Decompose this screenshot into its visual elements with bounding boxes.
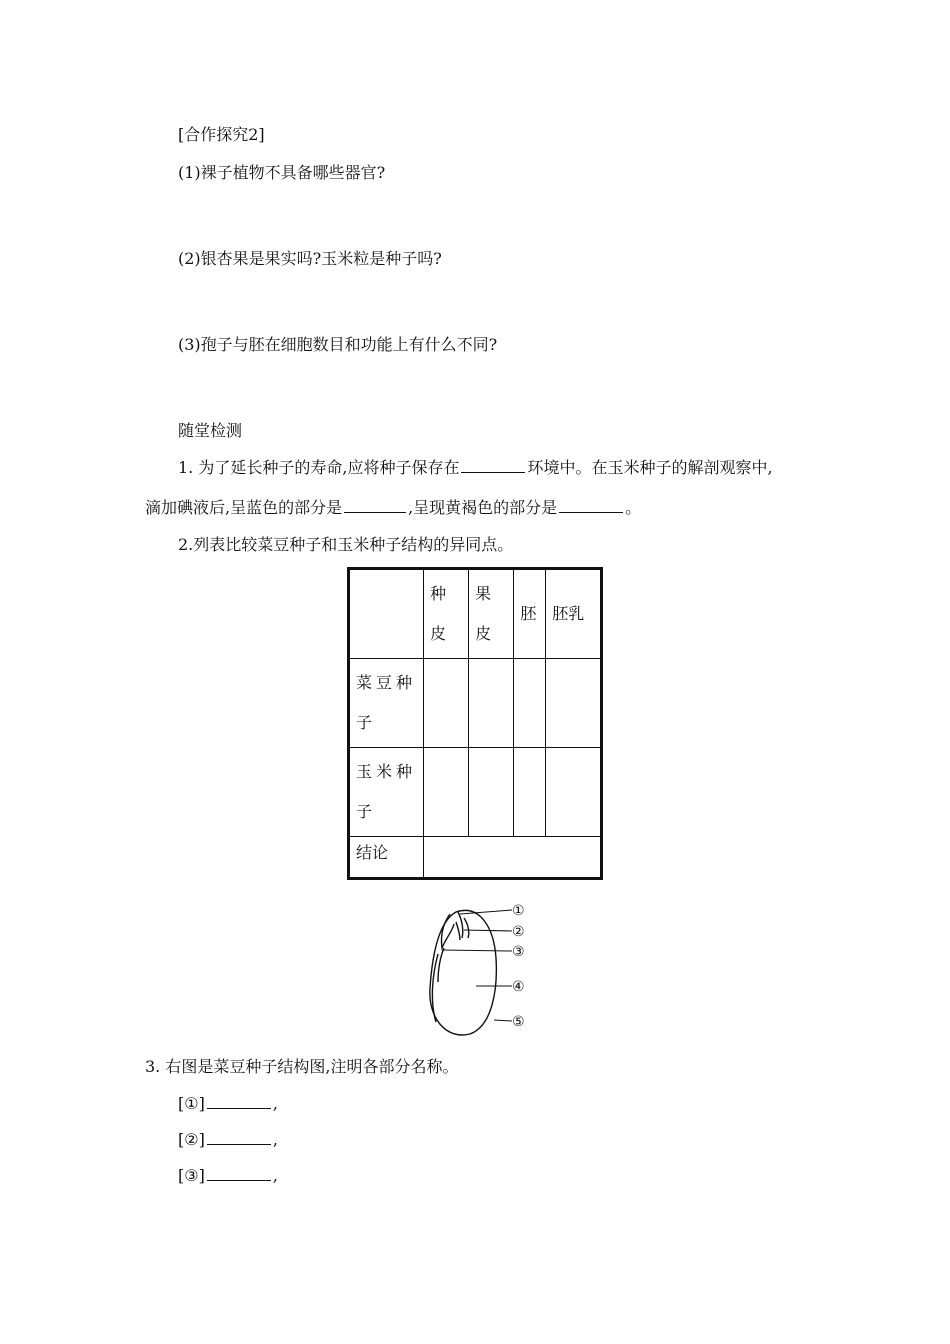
diagram-label-1: ① bbox=[512, 903, 525, 919]
table-cell[interactable] bbox=[546, 659, 602, 748]
table-row bbox=[349, 748, 602, 837]
conclusion-cell[interactable] bbox=[423, 837, 601, 879]
table-header-row bbox=[349, 569, 602, 659]
row-corn-seed: 玉米种 子 bbox=[349, 748, 424, 837]
table-corner-cell bbox=[349, 569, 424, 659]
table-row bbox=[349, 659, 602, 748]
table-cell[interactable] bbox=[546, 748, 602, 837]
question-2: (2)银杏果是果实吗?玉米粒是种子吗? bbox=[178, 249, 442, 268]
blank-blue-part[interactable] bbox=[344, 496, 406, 513]
item-1-text-c: 滴加碘液后,呈蓝色的部分是 bbox=[145, 498, 343, 517]
answer-label-1: [①] bbox=[178, 1094, 205, 1113]
header-fruit-coat: 果 皮 bbox=[469, 569, 514, 659]
answer-blank-1[interactable] bbox=[207, 1092, 271, 1109]
answer-comma-3: , bbox=[272, 1166, 278, 1185]
blank-brown-part[interactable] bbox=[559, 496, 623, 513]
item-3: 3. 右图是菜豆种子结构图,注明各部分名称。 bbox=[145, 1057, 459, 1076]
explore-heading: [合作探究2] bbox=[178, 125, 265, 144]
item-1-text-a: 1. 为了延长种子的寿命,应将种子保存在 bbox=[178, 458, 460, 477]
item-1-text-e: 。 bbox=[625, 498, 642, 517]
item-1-line-1 bbox=[178, 456, 773, 479]
answer-comma-2: , bbox=[272, 1130, 278, 1149]
answer-label-3: [③] bbox=[178, 1166, 205, 1185]
diagram-label-3: ③ bbox=[512, 944, 525, 960]
diagram-label-4: ④ bbox=[512, 979, 525, 995]
answer-line-1 bbox=[178, 1092, 278, 1115]
table-cell[interactable] bbox=[423, 659, 468, 748]
table-cell[interactable] bbox=[514, 748, 546, 837]
answer-blank-3[interactable] bbox=[207, 1164, 271, 1181]
question-3: (3)孢子与胚在细胞数目和功能上有什么不同? bbox=[178, 335, 498, 354]
table-row bbox=[349, 837, 602, 879]
item-2: 2.列表比较菜豆种子和玉米种子结构的异同点。 bbox=[178, 535, 514, 554]
radicle-line bbox=[438, 948, 444, 982]
row-conclusion: 结论 bbox=[349, 837, 424, 879]
table-cell[interactable] bbox=[514, 659, 546, 748]
bean-seed-diagram bbox=[420, 898, 540, 1043]
answer-line-3 bbox=[178, 1164, 278, 1187]
answer-blank-2[interactable] bbox=[207, 1128, 271, 1145]
diagram-label-5: ⑤ bbox=[512, 1014, 525, 1030]
table-cell[interactable] bbox=[423, 748, 468, 837]
table-cell[interactable] bbox=[469, 748, 514, 837]
blank-storage[interactable] bbox=[461, 456, 525, 473]
header-embryo: 胚 bbox=[514, 569, 546, 659]
header-seed-coat: 种 皮 bbox=[423, 569, 468, 659]
answer-label-2: [②] bbox=[178, 1130, 205, 1149]
plumule bbox=[456, 912, 469, 940]
item-1-line-2 bbox=[145, 496, 641, 519]
header-endosperm: 胚乳 bbox=[546, 569, 602, 659]
item-1-text-d: ,呈现黄褐色的部分是 bbox=[408, 498, 558, 517]
seed-inner-edge bbox=[432, 954, 438, 1022]
diagram-label-2: ② bbox=[512, 924, 525, 940]
question-1: (1)裸子植物不具备哪些器官? bbox=[178, 163, 386, 182]
comparison-table bbox=[347, 567, 603, 880]
item-1-text-b: 环境中。在玉米种子的解剖观察中, bbox=[527, 458, 773, 477]
table-cell[interactable] bbox=[469, 659, 514, 748]
answer-comma-1: , bbox=[272, 1094, 278, 1113]
answer-line-2 bbox=[178, 1128, 278, 1151]
row-bean-seed: 菜豆种 子 bbox=[349, 659, 424, 748]
check-heading: 随堂检测 bbox=[178, 421, 243, 440]
